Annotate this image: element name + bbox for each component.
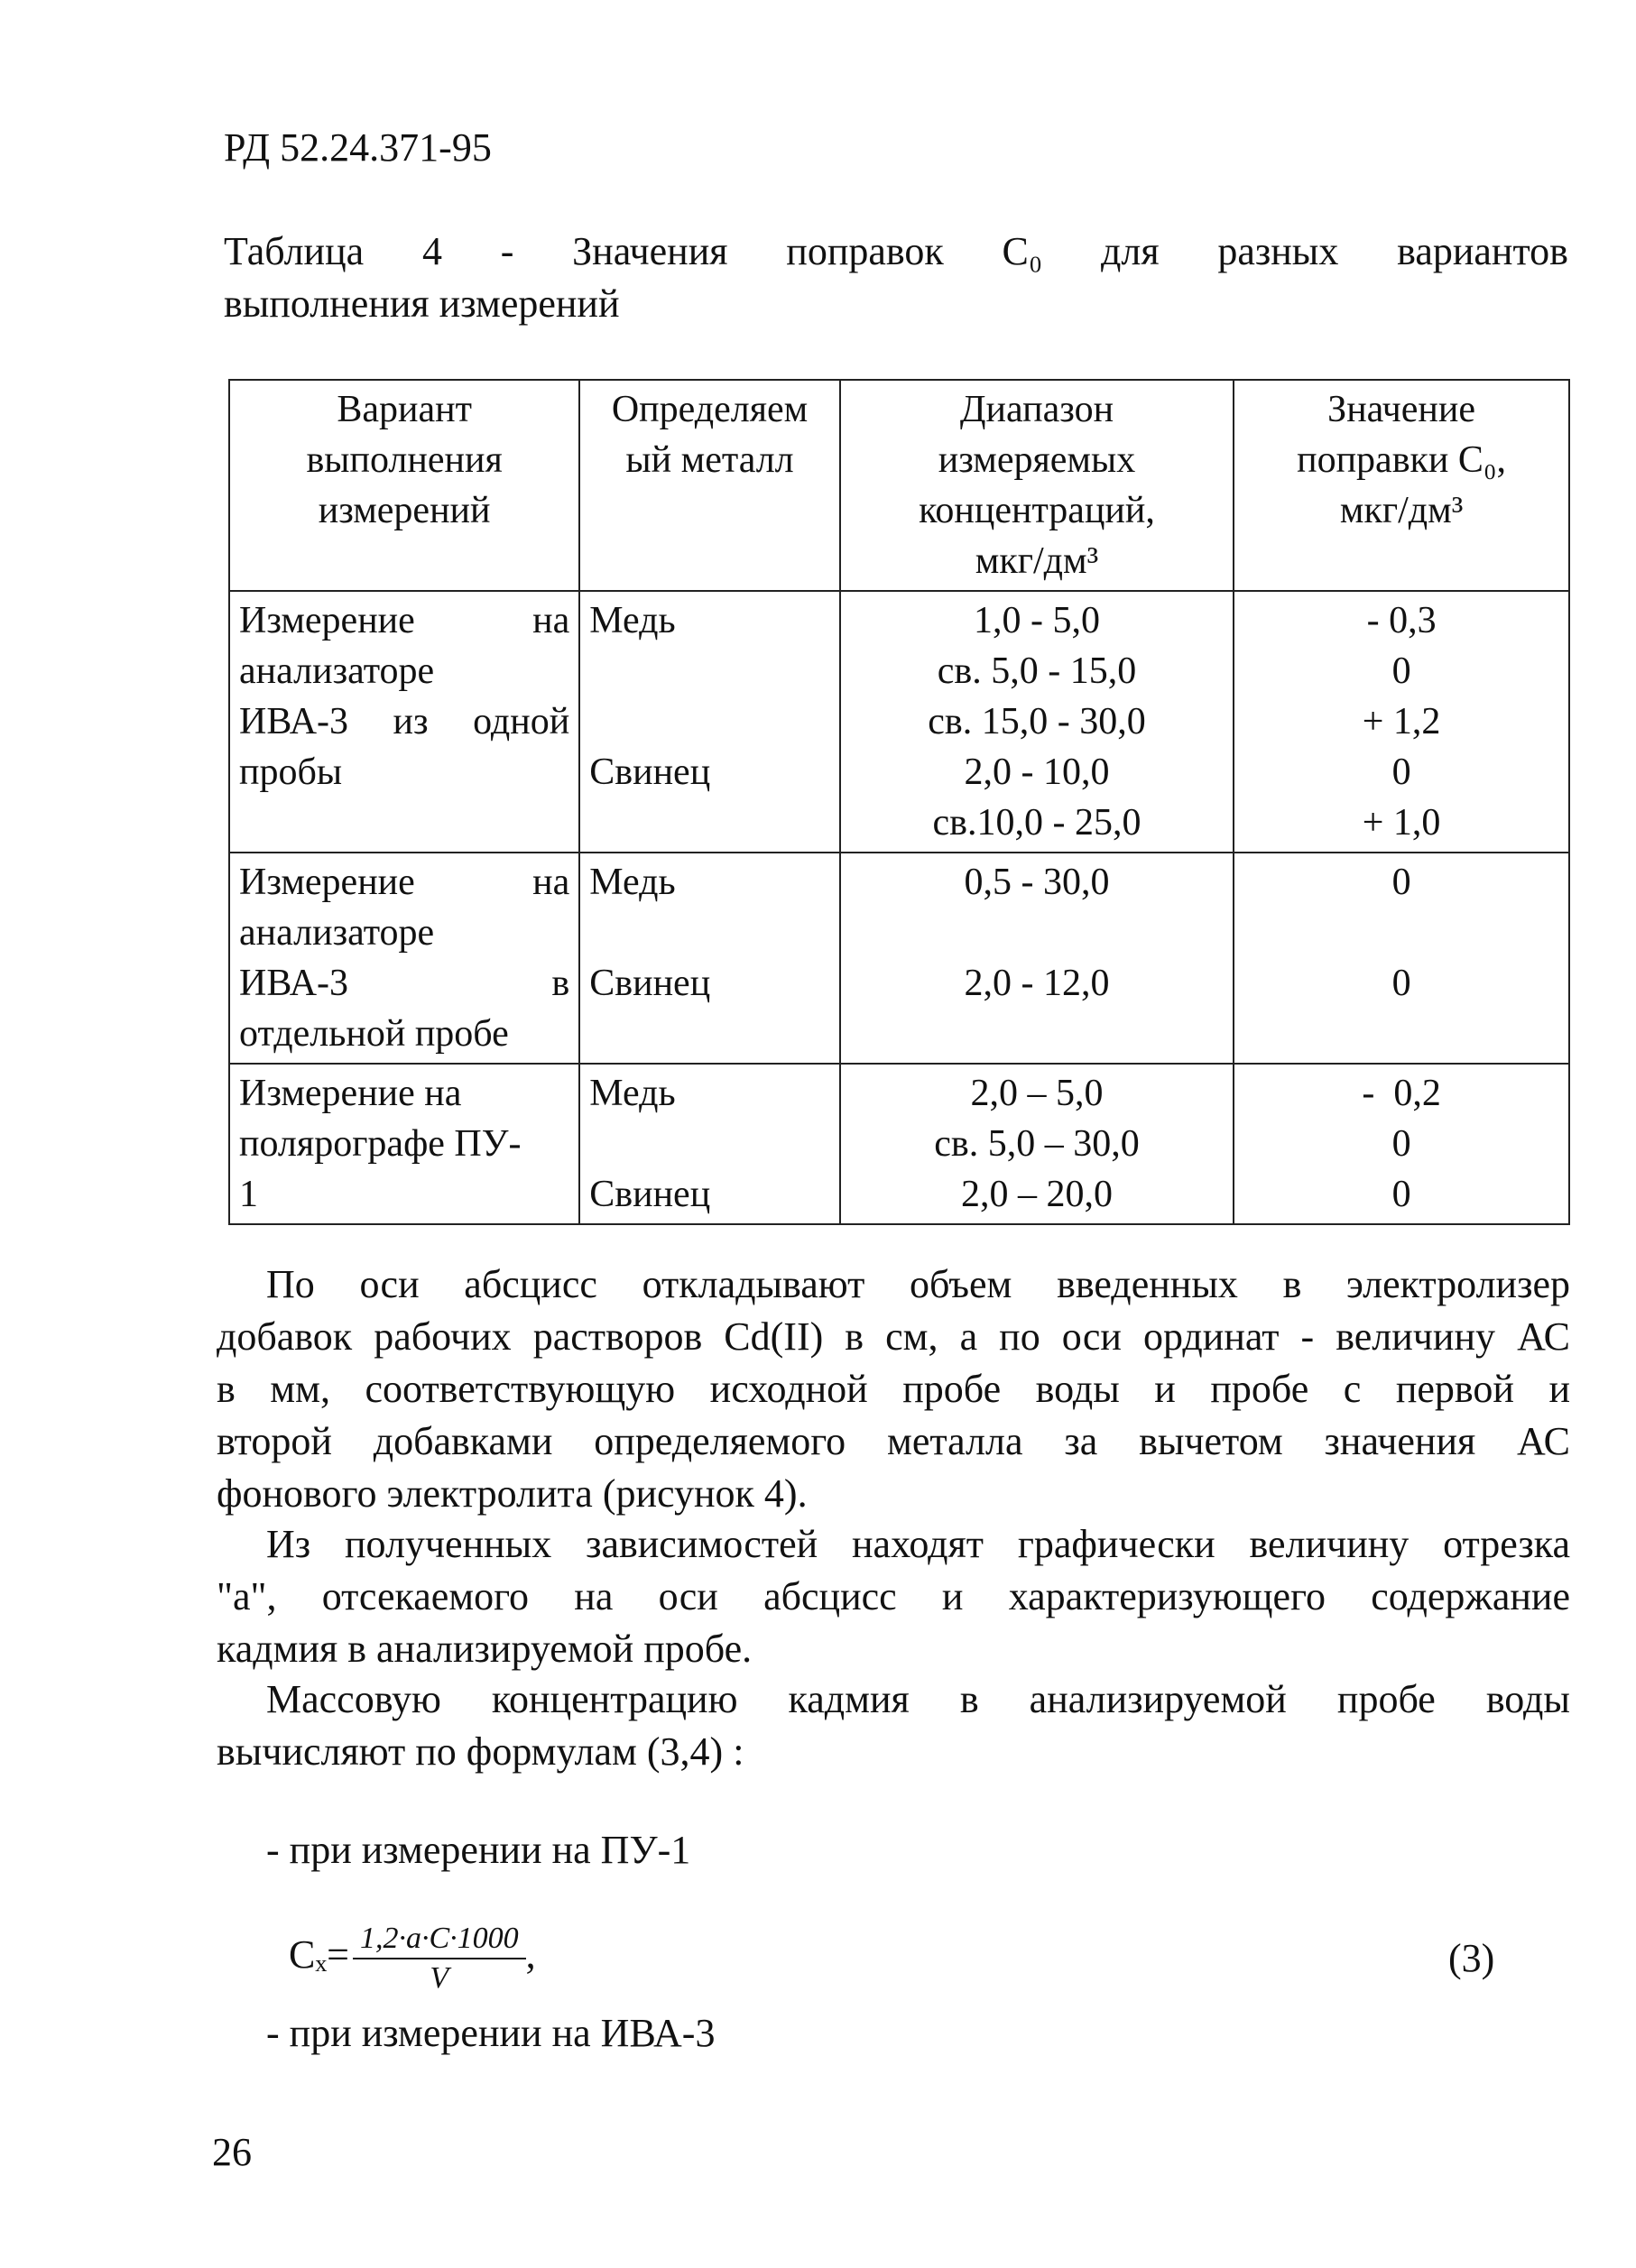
correction-line: 0: [1391, 650, 1411, 692]
variant-word: из: [393, 701, 429, 742]
table-header-row: [229, 380, 1569, 591]
table-caption: [224, 226, 1568, 330]
caption-word: разных: [1217, 229, 1339, 273]
paragraph-line: По оси абсцисс откладывают объем введенных в электролизер: [266, 1262, 1570, 1306]
variant-word: ИВА-3: [239, 963, 349, 1004]
variant-cell: [229, 1064, 579, 1224]
header-text: Определяем: [611, 389, 809, 430]
range-line: св. 15,0 - 30,0: [928, 701, 1146, 742]
range-cell: [840, 853, 1234, 1064]
variant-line: анализаторе: [239, 912, 435, 954]
correction-line: 0: [1391, 1174, 1411, 1215]
paragraph-line: Массовую концентрацию кадмия в анализируемой пробе воды: [266, 1677, 1570, 1721]
correction-line: 0: [1391, 751, 1411, 793]
header-text: Диапазон: [959, 389, 1114, 430]
variant-word: Измерение: [239, 862, 415, 903]
metal-line: [589, 1119, 830, 1169]
formula-numerator: 1,2·a·C·1000: [353, 1922, 526, 1959]
metal-line: [589, 1009, 830, 1059]
range-cell: [840, 1064, 1234, 1224]
range-line: 0,5 - 30,0: [964, 862, 1110, 903]
paragraph-line: Из полученных зависимостей находят графически величину отрезка: [266, 1522, 1570, 1566]
range-line: св. 5,0 – 30,0: [934, 1123, 1140, 1165]
formula-fraction: [353, 1922, 526, 1996]
caption-word: C₀: [1002, 229, 1043, 273]
variant-word: на: [532, 600, 570, 641]
paragraph-graph: [217, 1518, 1570, 1675]
paragraph-line: в мм, соответствующую исходной пробе воды и пробе с первой и: [217, 1367, 1570, 1411]
table-row: [229, 853, 1569, 1064]
metal-line: Свинец: [589, 963, 711, 1004]
variant-line: отдельной пробе: [239, 1013, 509, 1055]
correction-line: - 0,3: [1366, 600, 1437, 641]
caption-word: Таблица: [224, 229, 365, 273]
formula-denominator: V: [430, 1961, 449, 1995]
variant-line: полярографе ПУ-: [239, 1123, 522, 1165]
metal-cell: [579, 853, 840, 1064]
variant-line: [239, 595, 569, 646]
range-line: 2,0 – 20,0: [960, 1174, 1113, 1215]
metal-line: [589, 696, 830, 747]
metal-line: Свинец: [589, 751, 711, 793]
paragraph-line: кадмия в анализируемой пробе.: [217, 1627, 753, 1671]
correction-line: [1243, 908, 1559, 958]
range-cell: [840, 591, 1234, 853]
header-correction: [1234, 380, 1569, 591]
correction-line: 0: [1391, 862, 1411, 903]
header-text: поправки C₀,: [1297, 439, 1507, 481]
variant-line: пробы: [239, 751, 343, 793]
header-metal: [579, 380, 840, 591]
formula-lhs: Cₓ=: [289, 1932, 349, 1978]
document-number: РД 52.24.371-95: [224, 125, 492, 170]
header-text: измеряемых: [938, 439, 1136, 481]
caption-line-1: [224, 226, 1568, 278]
metal-cell: [579, 591, 840, 853]
metal-cell: [579, 1064, 840, 1224]
equation-number: (3): [1448, 1936, 1495, 1980]
header-text: мкг/дм³: [975, 540, 1099, 582]
metal-line: Медь: [589, 1073, 676, 1114]
range-line: [850, 908, 1224, 958]
header-variant: [229, 380, 579, 591]
variant-cell: [229, 591, 579, 853]
range-line: 2,0 - 12,0: [964, 963, 1110, 1004]
page-number: 26: [212, 2130, 252, 2174]
correction-line: 0: [1391, 963, 1411, 1004]
formula-trail: ,: [525, 1932, 536, 1978]
variant-line: [239, 696, 569, 747]
correction-line: + 1,0: [1362, 802, 1441, 844]
correction-cell: [1234, 1064, 1569, 1224]
header-text: мкг/дм³: [1339, 490, 1464, 531]
caption-word: 4: [421, 229, 442, 273]
metal-line: Медь: [589, 862, 676, 903]
header-range: [840, 380, 1234, 591]
variant-word: в: [551, 963, 570, 1004]
corrections-table: [228, 379, 1570, 1225]
variant-line: [239, 958, 569, 1009]
variant-word: одной: [473, 701, 570, 742]
bullet-pu1: - при измерении на ПУ-1: [266, 1828, 691, 1872]
variant-line: 1: [239, 1174, 258, 1215]
metal-line: [589, 646, 830, 696]
caption-line-2: выполнения измерений: [224, 281, 620, 326]
paragraph-line: "а", отсекаемого на оси абсцисс и характеризующего содержание: [217, 1574, 1570, 1618]
caption-word: вариантов: [1397, 229, 1568, 273]
header-text: измерений: [318, 490, 491, 531]
range-line: св.10,0 - 25,0: [932, 802, 1142, 844]
variant-line: [239, 857, 569, 908]
caption-word: Значения: [572, 229, 728, 273]
range-line: св. 5,0 - 15,0: [937, 650, 1137, 692]
caption-word: для: [1100, 229, 1160, 273]
paragraph-axes: [217, 1258, 1570, 1520]
paragraph-line: фонового электролита (рисунок 4).: [217, 1471, 808, 1516]
variant-line: Измерение на: [239, 1073, 462, 1114]
range-line: 2,0 - 10,0: [964, 751, 1110, 793]
header-text: ый металл: [625, 439, 794, 481]
correction-line: [1243, 1009, 1559, 1059]
variant-word: Измерение: [239, 600, 415, 641]
metal-line: Медь: [589, 600, 676, 641]
caption-word: -: [500, 229, 514, 273]
header-text: Значение: [1327, 389, 1475, 430]
correction-cell: [1234, 591, 1569, 853]
header-text: концентраций,: [919, 490, 1155, 531]
header-text: Вариант: [337, 389, 472, 430]
variant-line: анализаторе: [239, 650, 435, 692]
metal-line: [589, 908, 830, 958]
paragraph-line: вычисляют по формулам (3,4) :: [217, 1729, 744, 1774]
paragraph-line: второй добавками определяемого металла за вычетом значения АС: [217, 1419, 1570, 1463]
variant-cell: [229, 853, 579, 1064]
correction-line: 0: [1391, 1123, 1411, 1165]
variant-word: на: [532, 862, 570, 903]
caption-word: поправок: [786, 229, 944, 273]
range-line: 1,0 - 5,0: [973, 600, 1100, 641]
correction-cell: [1234, 853, 1569, 1064]
header-text: выполнения: [306, 439, 503, 481]
variant-word: ИВА-3: [239, 701, 349, 742]
table-row: [229, 591, 1569, 853]
formula-3: [289, 1922, 536, 1996]
range-line: 2,0 – 5,0: [970, 1073, 1104, 1114]
table-row: [229, 1064, 1569, 1224]
metal-line: [589, 797, 830, 848]
metal-line: Свинец: [589, 1174, 711, 1215]
paragraph-line: добавок рабочих растворов Cd(II) в см, а по оси ординат - величину АС: [217, 1314, 1570, 1359]
correction-line: - 0,2: [1362, 1073, 1441, 1114]
correction-line: + 1,2: [1362, 701, 1441, 742]
bullet-iva3: - при измерении на ИВА-3: [266, 2011, 716, 2055]
range-line: [850, 1009, 1224, 1059]
paragraph-concentration: [217, 1673, 1570, 1778]
